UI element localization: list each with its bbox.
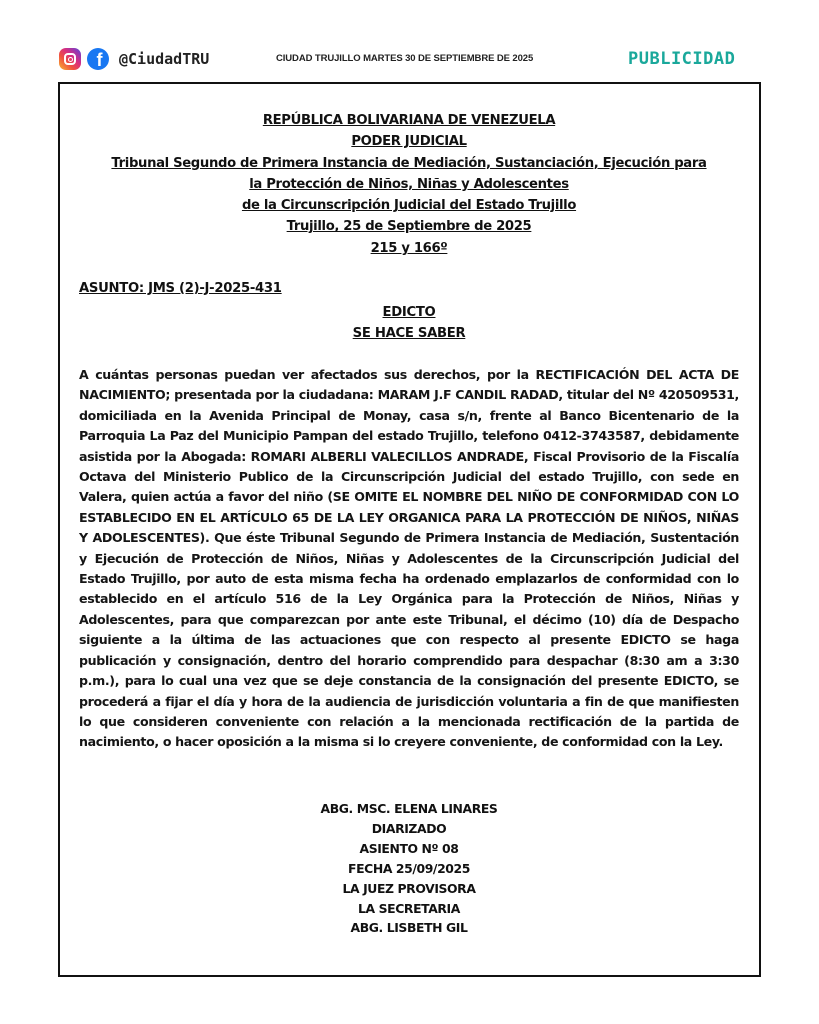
signature-line: DIARIZADO — [371, 820, 447, 836]
title-line: SE HACE SABER — [352, 326, 466, 342]
instagram-icon[interactable] — [59, 48, 81, 70]
case-number: ASUNTO: JMS (2)-J-2025-431 — [79, 281, 282, 296]
edict-notice-box — [58, 82, 761, 977]
edict-body: A cuántas personas puedan ver afectados sus derechos, por la RECTIFICACIÓN DEL ACTA DE NACIMIENTO; presentada por la ciudadana: MARAM J.F CANDIL RADAD, titular del Nº 420509531, domiciliada en la Avenida Principal de Monay, casa s/n, frente al Banco Bicentenario de la Parroquia La Paz del Municipio Pampan del estado Trujillo, telefono 0412-3743587, debidamente asistida por la Abogada: ROMARI ALBERLI VALECILLOS ANDRADE, Fiscal Provisorio de la Fiscalía Octava del Ministerio Publico de la Circunscripción Judicial del estado Trujillo, con sede en Valera, quien actúa a favor del niño (SE OMITE EL NOMBRE DEL NIÑO DE CONFORMIDAD CON LO ESTABLECIDO EN EL ARTÍCULO 65 DE LA LEY ORGANICA PARA LA PROTECCIÓN DE NIÑOS, NIÑAS Y ADOLESCENTES). Que éste Tribunal Segundo de Primera Instancia de Mediación, Sustentación y Ejecución de Protección de Niños, Niñas y Adolescentes de la Circunscripción Judicial del Estado Trujillo, por auto de esta misma fecha ha ordenado emplazarlos de conformidad con lo establecido en el artículo 516 de la Ley Orgánica para la Protección de Niños, Niñas y Adolescentes, para que comparezcan por ante este Tribunal, el décimo (10) día de Despacho siguiente a la última de las actuaciones que con respecto al presente EDICTO se haga publicación y consignación, dentro del horario comprendido para despachar (8:30 am a 3:30 p.m.), para lo cual una vez que se deje constancia de la consignación del presente EDICTO, se procederá a fijar el día y hora de la audiencia de jurisdicción voluntaria a fin de que manifiesten lo que consideren conveniente con relación a la mencionada rectificación de la partida de nacimiento, o hacer oposición a la misma si lo creyere conveniente, de conformidad con la Ley. — [79, 367, 739, 750]
signature-block — [60, 799, 758, 938]
signature-line: ABG. LISBETH GIL — [350, 920, 468, 936]
heading-line: Trujillo, 25 de Septiembre de 2025 — [286, 219, 532, 235]
heading-line: la Protección de Niños, Niñas y Adolescentes — [249, 176, 569, 192]
signature-line: LA SECRETARIA — [358, 900, 460, 916]
signature-line: ABG. MSC. ELENA LINARES — [320, 801, 498, 816]
heading-line: PODER JUDICIAL — [351, 134, 467, 150]
social-links — [59, 48, 209, 70]
signature-line: ASIENTO Nº 08 — [359, 840, 459, 856]
court-heading — [60, 110, 758, 259]
section-label: PUBLICIDAD — [628, 49, 736, 69]
edict-title — [60, 302, 758, 345]
title-line: EDICTO — [382, 305, 436, 320]
signature-line: LA JUEZ PROVISORA — [342, 880, 476, 896]
page-header — [0, 0, 819, 80]
heading-line: REPÚBLICA BOLIVARIANA DE VENEZUELA — [262, 113, 556, 128]
facebook-icon[interactable]: f — [87, 48, 109, 70]
heading-line: de la Circunscripción Judicial del Estado Trujillo — [241, 198, 577, 214]
heading-line: Tribunal Segundo de Primera Instancia de Mediación, Sustanciación, Ejecución para — [111, 155, 707, 171]
social-handle: @CiudadTRU — [119, 50, 210, 68]
newspaper-dateline: CIUDAD TRUJILLO MARTES 30 DE SEPTIEMBRE DE 2025 — [276, 53, 534, 64]
signature-line: FECHA 25/09/2025 — [348, 860, 470, 876]
heading-line: 215 y 166º — [370, 240, 448, 256]
